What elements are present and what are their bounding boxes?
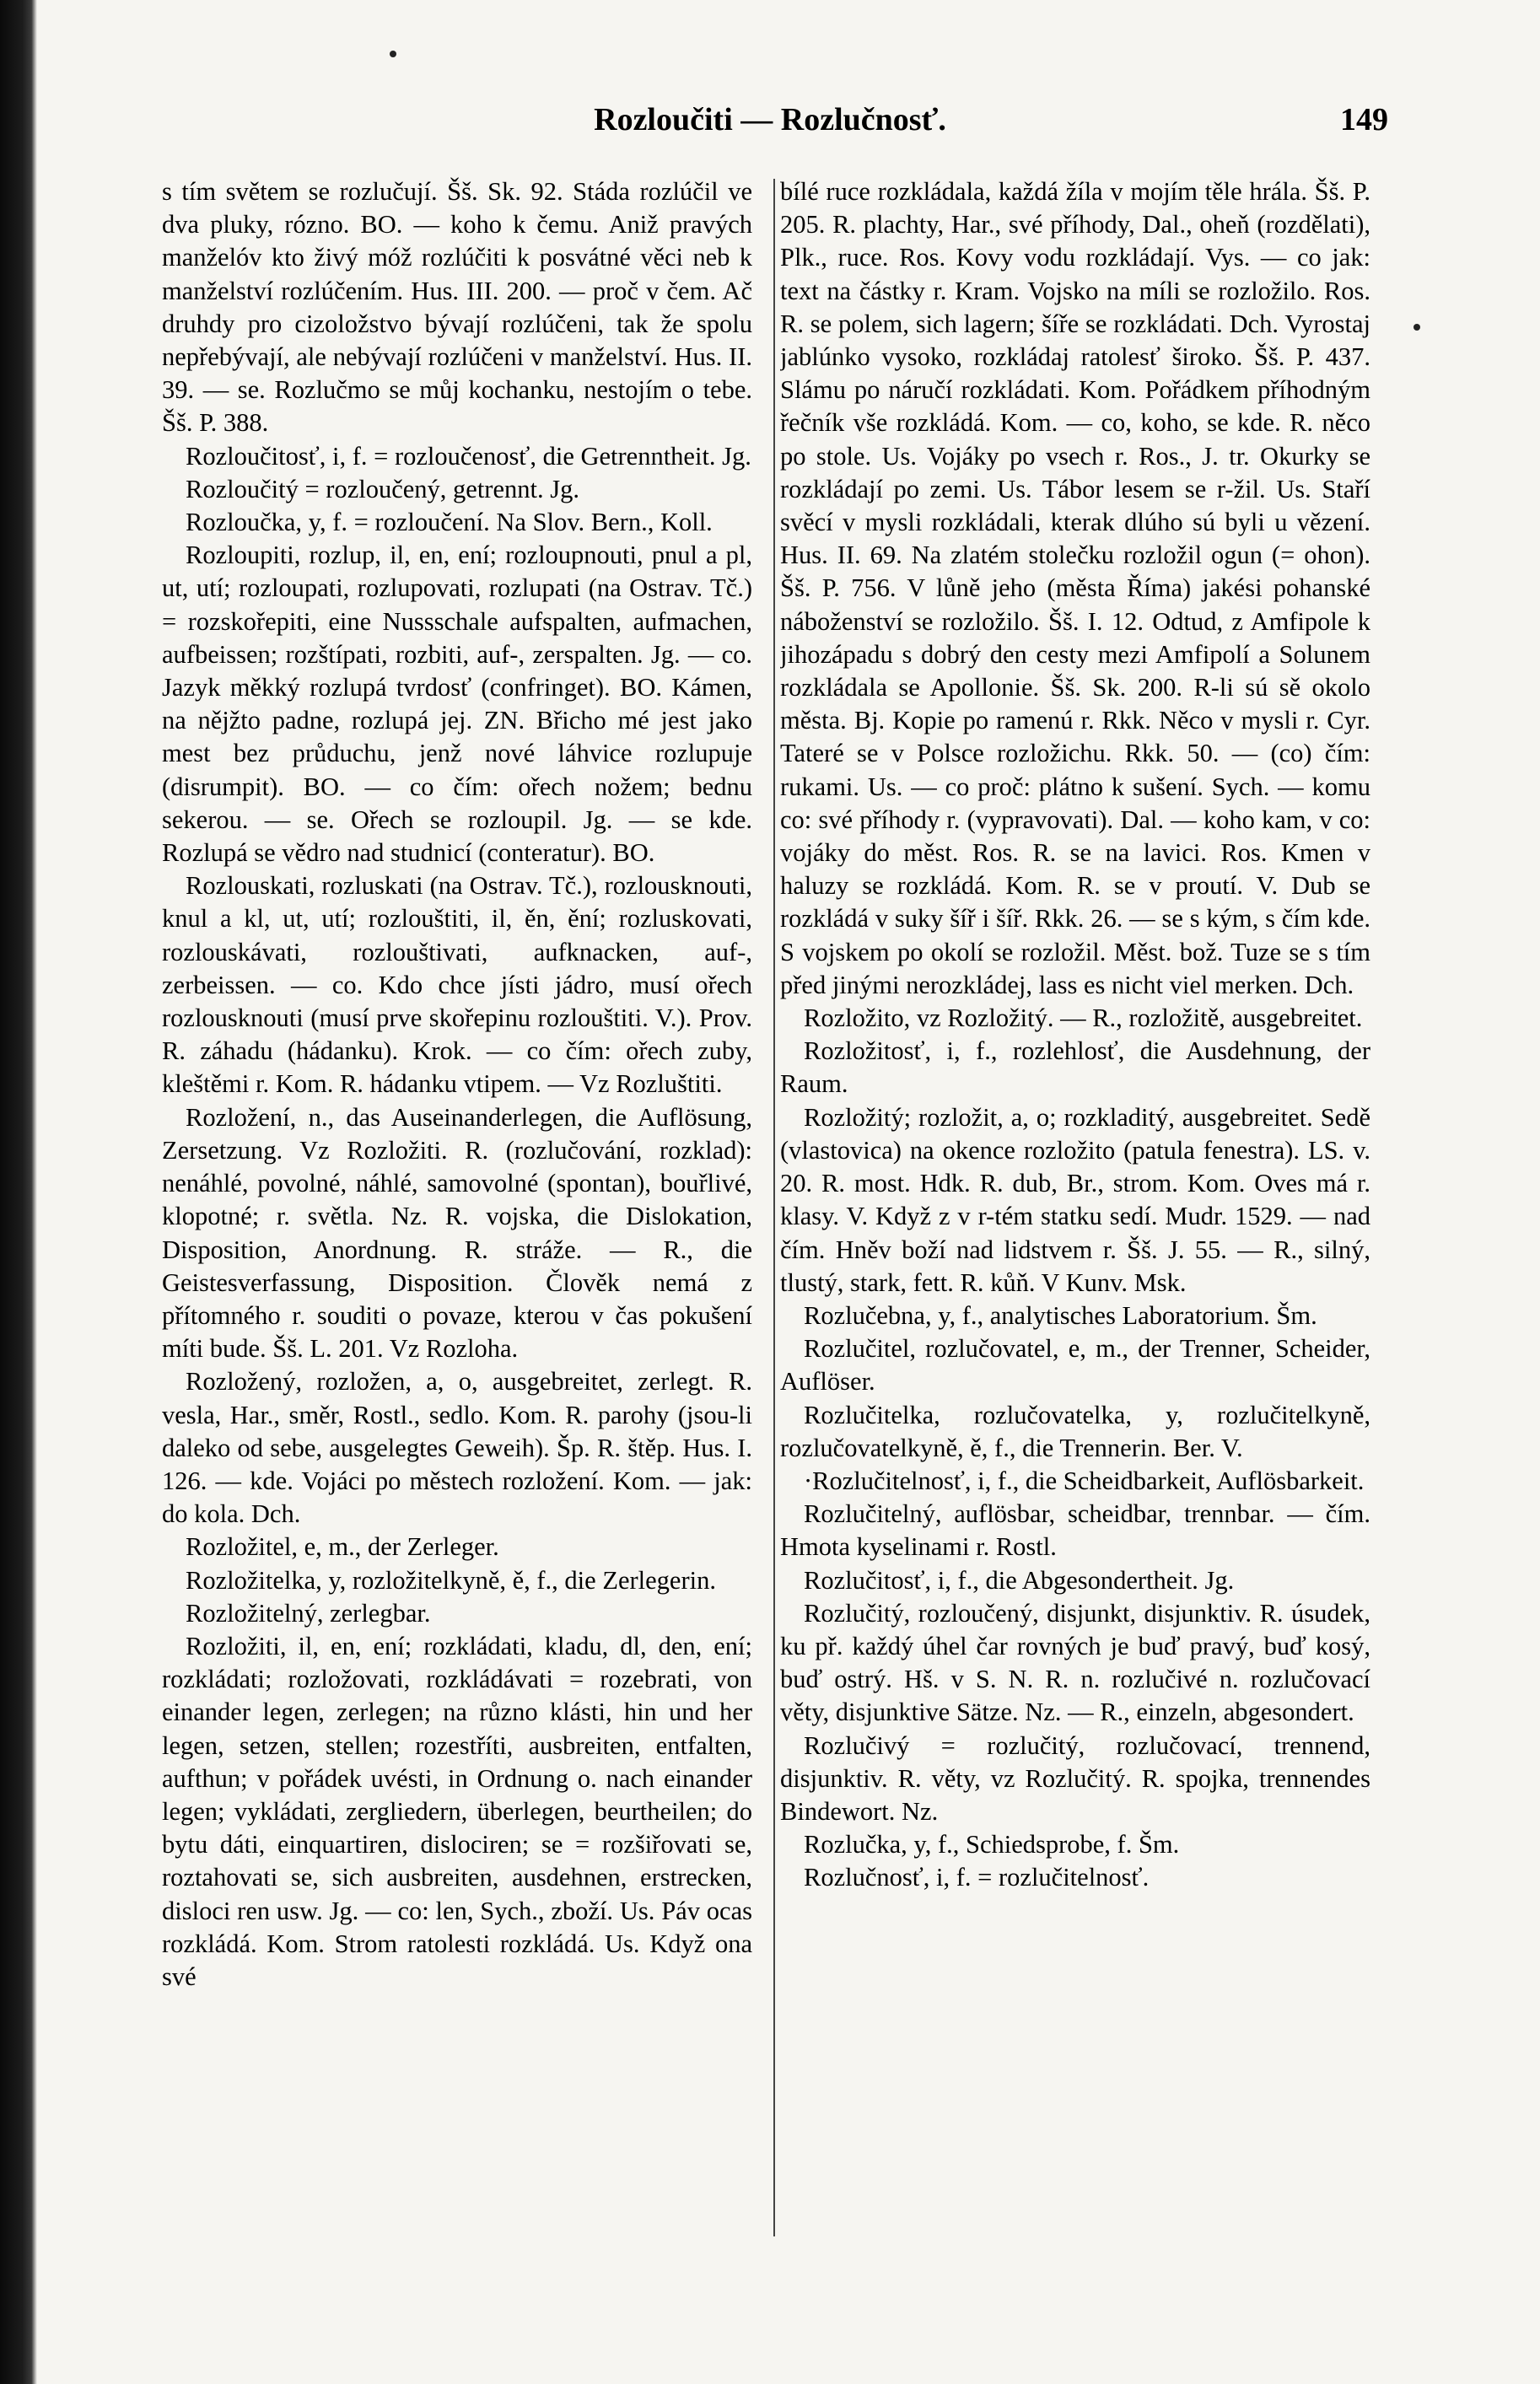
right-column xyxy=(780,175,1370,2250)
entry-paragraph: Rozlučitel, rozlučovatel, e, m., der Trenner, Scheider, Auflöser. xyxy=(780,1334,1370,1396)
entry-columns xyxy=(162,175,1374,2250)
book-binding-edge xyxy=(0,0,37,2384)
entry-paragraph: Rozloupiti, rozlup, il, en, ení; rozloupnouti, pnul a pl, ut, utí; rozloupati, rozlupovati, rozlupati (na Ostrav. Tč.) = rozskořepiti, eine Nussschale aufspalten, aufmachen, aufbeissen; rozštípati, rozbiti, auf-, zerspalten. Jg. — co. Jazyk měkký rozlupá tvrdosť (confringet). BO. Kámen, na nějžto padne, rozlupá jej. ZN. Břicho mé jest jako mest bez průduchu, jenž nové láhvice rozlupuje (disrumpit). BO. — co čím: ořech nožem; bednu sekerou. — se. Ořech se rozloupil. Jg. — se kde. Rozlupá se vědro nad studnicí (conteratur). BO. xyxy=(162,541,752,868)
entry-paragraph: Rozlučitý, rozloučený, disjunkt, disjunktiv. R. úsudek, ku př. každý úhel čar rovných je buď pravý, buď kosý, buď ostrý. Hš. v S. N. R. n. rozlučivé n. rozlučovací věty, disjunktive Sätze. Nz. — R., einzeln, abgesondert. xyxy=(780,1598,1370,1727)
page-number: 149 xyxy=(1340,102,1388,137)
entry-paragraph: Rozložito, vz Rozložitý. — R., rozložitě, ausgebreitet. xyxy=(804,1004,1363,1033)
entry-paragraph: Rozlučebna, y, f., analytisches Laboratorium. Šm. xyxy=(804,1300,1317,1330)
running-title: Rozloučiti — Rozlučnosť. xyxy=(594,102,946,137)
entry-paragraph: Rozložitý; rozložit, a, o; rozkladitý, ausgebreitet. Sedě (vlastovica) na okence rozložito (patula fenestra). LS. v. 20. R. most. Hdk. R. dub, Br., strom. Kom. Oves má r. klasy. V. Když z v r-tém statku sedí. Mudr. 1529. — nad čím. Hněv boží nad lidstvem r. Šš. J. 55. — R., silný, tlustý, stark, fett. R. kůň. V Kunv. Msk. xyxy=(780,1102,1370,1297)
entry-paragraph: Rozložitelka, y, rozložitelkyně, ě, f., die Zerlegerin. xyxy=(186,1565,716,1595)
entry-paragraph: Rozložitel, e, m., der Zerleger. xyxy=(186,1532,499,1562)
entry-paragraph: Rozložiti, il, en, ení; rozkládati, kladu, dl, den, ení; rozkládati; rozložovati, rozkládávati = rozebrati, von einander legen, zerlegen; na různo klásti, hin und her legen, setzen, stellen; rozestříti, ausbreiten, entfalten, aufthun; v pořádek uvésti, in Ordnung o. nach einander legen; vykládati, zergliedern, überlegen, beurtheilen; do bytu dáti, einquartiren, dislociren; se = rozšiřovati se, roztahovati se, sich ausbreiten, ausdehnen, erstrecken, disloci ren usw. Jg. — co: len, Sych., zboží. Us. Páv ocas rozkládá. Kom. Strom ratolesti rozkládá. Us. Když ona své xyxy=(162,1631,752,1991)
entry-paragraph: Rozlučitelka, rozlučovatelka, y, rozlučitelkyně, rozlučovatelkyně, ě, f., die Trennerin. Ber. V. xyxy=(780,1400,1370,1462)
entry-paragraph: Rozlučnosť, i, f. = rozlučitelnosť. xyxy=(804,1863,1150,1892)
entry-paragraph: Rozložitosť, i, f., rozlehlosť, die Ausdehnung, der Raum. xyxy=(780,1036,1370,1099)
entry-paragraph: bílé ruce rozkládala, každá žíla v mojím těle hrála. Šš. P. 205. R. plachty, Har., své příhody, Dal., oheň (rozdělati), Plk., ruce. Ros. Kovy vodu rozkládají. Vys. — co jak: text na částky r. Kram. Vojsko na míli se rozložilo. Ros. R. se polem, sich lagern; šíře se rozkládati. Dch. Vyrostaj jablúnko vysoko, rozkládaj ratolesť široko. Šš. P. 437. Slámu po náručí rozkládati. Kom. Pořádkem příhodným řečník vše rozkládá. Kom. — co, koho, se kde. R. něco po stole. Us. Vojáky po vsech r. Ros., J. tr. Okurky se rozkládají po zemi. Us. Tábor lesem se r-žil. Us. Staří svěcí v mysli rozkládali, kterak dlúho sú byli u vězení. Hus. II. 69. Na zlatém stolečku rozložil ogun (= ohon). Šš. P. 756. V lůně jeho (města Říma) jakési pohanské náboženství se rozložilo. Šš. I. 12. Odtud, z Amfipole k jihozápadu s dobrý den cesty mezi Amfipolí a Solunem rozkládala se Apollonie. Šš. Sk. 200. R-li sú sě okolo města. Bj. Kopie po ramenú r. Rkk. Něco v mysli r. Cyr. Tateré se v Polsce rozložichu. Rkk. 50. — (co) čím: rukami. Us. — co proč: plátno k sušení. Sych. — komu co: své příhody r. (vypravovati). Dal. — koho kam, v co: vojáky do měst. Ros. R. se na lavici. Ros. Kmen v haluzy se rozkládá. Kom. R. se v proutí. V. Dub se rozkládá v suky šíř i šíř. Rkk. 26. — se s kým, s čím kde. S vojskem po okolí se rozložil. Měst. bož. Tuze se s tím před jinými nerozkládej, lass es nicht viel merken. Dch. xyxy=(780,177,1370,999)
top-dot-mark xyxy=(390,51,396,57)
entry-paragraph: Rozloučitý = rozloučený, getrennt. Jg. xyxy=(186,474,579,503)
entry-paragraph: Rozlouskati, rozluskati (na Ostrav. Tč.), rozlousknouti, knul a kl, ut, utí; rozlouštiti, il, ěn, ění; rozluskovati, rozlouskávati, rozlouštivati, aufknacken, auf-, zerbeissen. — co. Kdo chce jísti jádro, musí ořech rozlousknouti (musí prve skořepinu rozlouštiti. V.). Prov. R. záhadu (hádanku). Krok. — co čím: ořech zuby, kleštěmi r. Kom. R. hádanku vtipem. — Vz Rozluštiti. xyxy=(162,871,752,1099)
entry-paragraph: Rozlučka, y, f., Schiedsprobe, f. Šm. xyxy=(804,1830,1180,1859)
entry-paragraph: Rozložitelný, zerlegbar. xyxy=(186,1598,431,1628)
entry-paragraph: Rozloučka, y, f. = rozloučení. Na Slov. Bern., Koll. xyxy=(186,508,713,537)
page-header xyxy=(152,94,1388,145)
entry-paragraph: Rozlučivý = rozlučitý, rozlučovací, trennend, disjunktiv. R. věty, vz Rozlučitý. R. spojka, trennendes Bindewort. Nz. xyxy=(780,1730,1370,1826)
entry-paragraph: Rozložení, n., das Auseinanderlegen, die Auflösung, Zersetzung. Vz Rozložiti. R. (rozlučování, rozklad): nenáhlé, povolné, náhlé, samovolné (spontan), bouřlivé, klopotné; r. světla. Nz. R. vojska, die Dislokation, Disposition, Anordnung. R. stráže. — R., die Geistesverfassung, Disposition. Člověk nemá z přítomného r. souditi o povaze, kterou v čas pokušení míti bude. Šš. L. 201. Vz Rozloha. xyxy=(162,1102,752,1364)
left-column xyxy=(162,175,752,2250)
entry-paragraph: s tím světem se rozlučují. Šš. Sk. 92. Stáda rozlúčil ve dva pluky, rózno. BO. — koho k čemu. Aniž pravých manželóv kto živý móž rozlúčiti k posvátné věci neb k manželství rozlúčením. Hus. III. 200. — proč v čem. Ač druhdy pro cizoložstvo bývají rozlúčeni, tak že spolu nepřebývají, ale nebývají rozlúčeni v manželství. Hus. II. 39. — se. Rozlučmo se můj kochanku, nestojím o tebe. Šš. P. 388. xyxy=(162,177,752,438)
entry-paragraph: Rozložený, rozložen, a, o, ausgebreitet, zerlegt. R. vesla, Har., směr, Rostl., sedlo. Kom. R. parohy (jsou-li daleko od sebe, ausgelegtes Geweih). Šp. R. štěp. Hus. I. 126. — kde. Vojáci po městech rozložení. Kom. — jak: do kola. Dch. xyxy=(162,1367,752,1529)
margin-dot-mark xyxy=(1413,324,1420,331)
entry-paragraph: Rozlučitelný, auflösbar, scheidbar, trennbar. — čím. Hmota kyselinami r. Rostl. xyxy=(780,1499,1370,1562)
entry-paragraph: Rozlučitosť, i, f., die Abgesondertheit. Jg. xyxy=(804,1565,1235,1595)
entry-paragraph: ·Rozlučitelnosť, i, f., die Scheidbarkeit, Auflösbarkeit. xyxy=(804,1466,1365,1495)
entry-paragraph: Rozloučitosť, i, f. = rozloučenosť, die Getrenntheit. Jg. xyxy=(186,441,751,471)
